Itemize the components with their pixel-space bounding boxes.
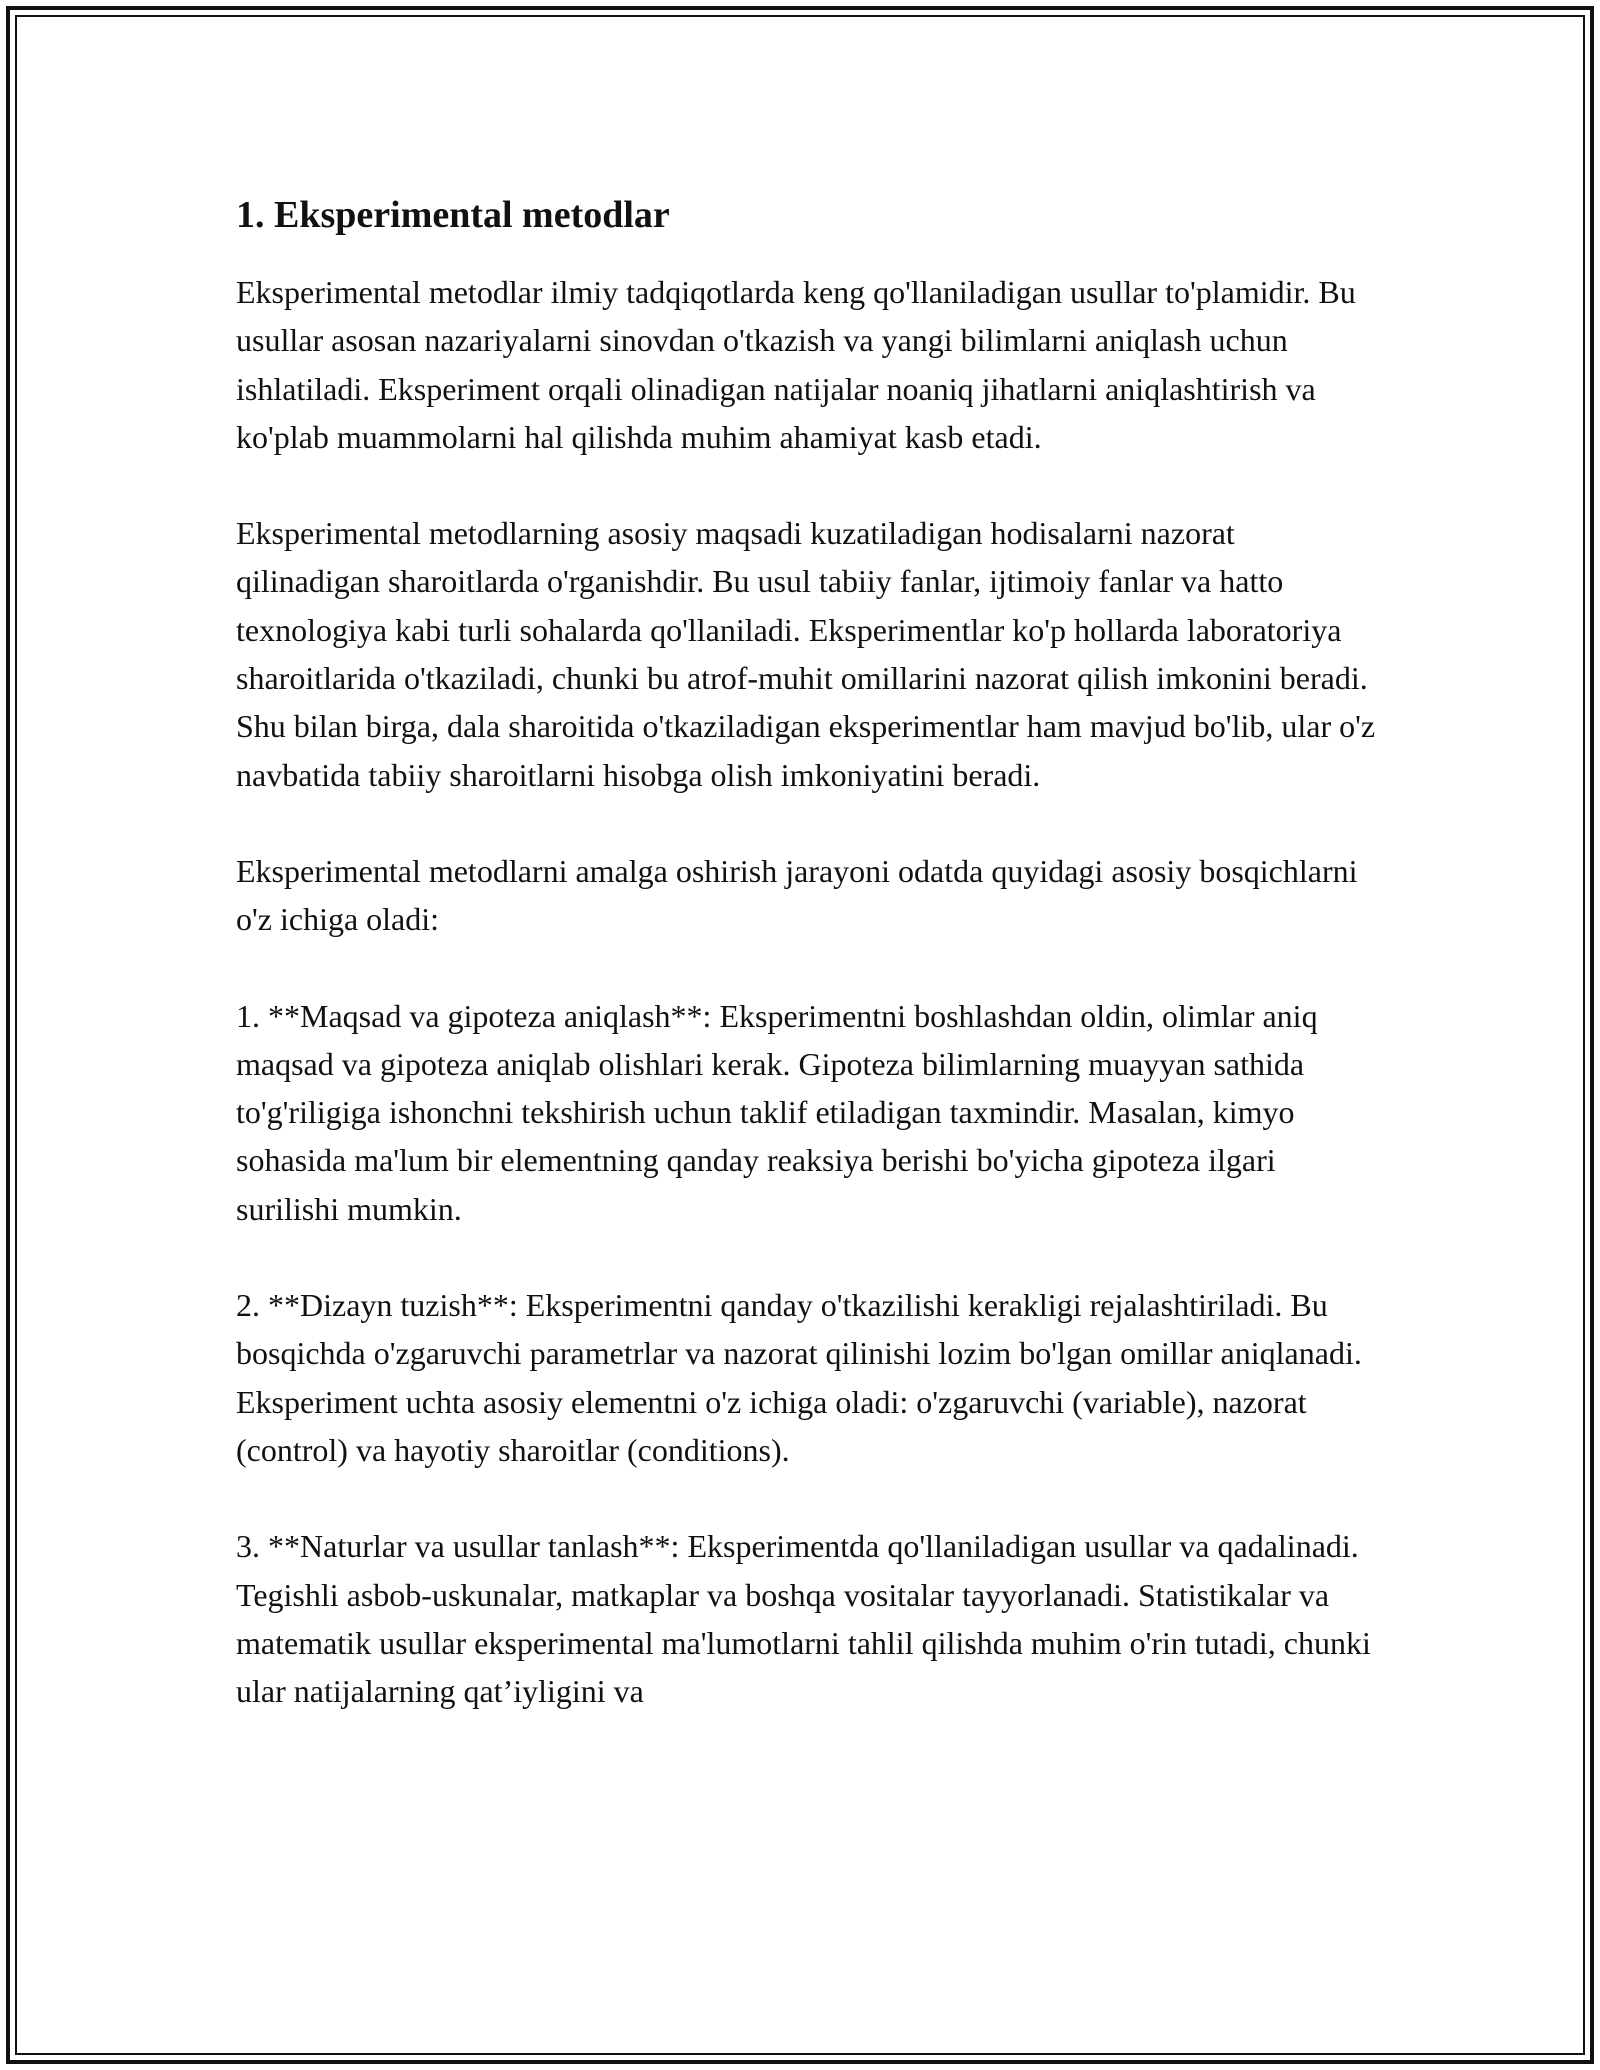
paragraph-step-3: 3. **Naturlar va usullar tanlash**: Eksperimentda qo'llaniladigan usullar va qadalinadi. Tegishli asbob-uskunalar, matkaplar va boshqa vositalar tayyorlanadi. Statistikalar va matematik usullar eksperimental ma'lumotlarni tahlil qilishda muhim o'rin tutadi, chunki ular natijalarning qat’iyligini va	[236, 1528, 1371, 1710]
paragraph-purpose: Eksperimental metodlarning asosiy maqsadi kuzatiladigan hodisalarni nazorat qilinadigan sharoitlarda o'rganishdir. Bu usul tabiiy fanlar, ijtimoiy fanlar va hatto texnologiya kabi turli sohalarda qo'llaniladi. Eksperimentlar ko'p hollarda laboratoriya sharoitlarida o'tkaziladi, chunki bu atrof-muhit omillarini nazorat qilish imkonini beradi. Shu bilan birga, dala sharoitida o'tkaziladigan eksperimentlar ham mavjud bo'lib, ular o'z navbatida tabiiy sharoitlarni hisobga olish imkoniyatini beradi.	[236, 515, 1376, 793]
paragraph-stages-intro: Eksperimental metodlarni amalga oshirish jarayoni odatda quyidagi asosiy bosqichlarni o'z ichiga oladi:	[236, 852, 1358, 938]
paragraph-step-1: 1. **Maqsad va gipoteza aniqlash**: Eksperimentni boshlashdan oldin, olimlar aniq maqsad va gipoteza aniqlab olishlari kerak. Gipoteza bilimlarning muayyan sathida to'g'riligiga ishonchni tekshirish uchun taklif etiladigan taxmindir. Masalan, kimyo sohasida ma'lum bir elementning qanday reaksiya berishi bo'yicha gipoteza ilgari surilishi mumkin.	[236, 997, 1318, 1227]
document-body	[236, 180, 1376, 1763]
paragraph-intro: Eksperimental metodlar ilmiy tadqiqotlarda keng qo'llaniladigan usullar to'plamidir. Bu usullar asosan nazariyalarni sinovdan o'tkazish va yangi bilimlarni aniqlash uchun ishlatiladi. Eksperiment orqali olinadigan natijalar noaniq jihatlarni aniqlashtirish va ko'plab muammolarni hal qilishda muhim ahamiyat kasb etadi.	[236, 274, 1356, 455]
section-heading: 1. Eksperimental metodlar	[236, 194, 670, 236]
paragraph-step-2: 2. **Dizayn tuzish**: Eksperimentni qanday o'tkazilishi kerakligi rejalashtiriladi. Bu bosqichda o'zgaruvchi parametrlar va nazorat qilinishi lozim bo'lgan omillar aniqlanadi. Eksperiment uchta asosiy elementni o'z ichiga oladi: o'zgaruvchi (variable), nazorat (control) va hayotiy sharoitlar (conditions).	[236, 1287, 1362, 1468]
